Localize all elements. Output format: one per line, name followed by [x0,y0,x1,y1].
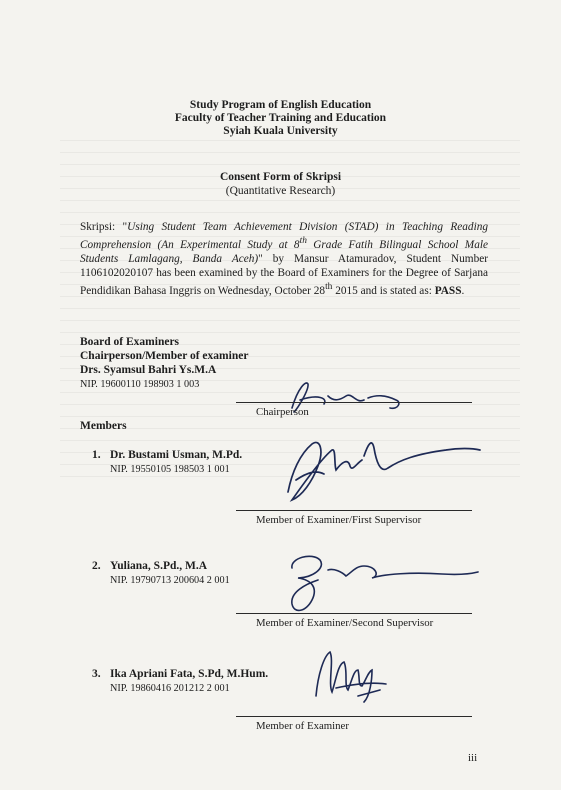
study-program-heading: Study Program of English Education [189,99,372,111]
member-1-nip: NIP. 19550105 198503 1 001 [110,464,230,475]
member-2-name: Yuliana, S.Pd., M.A [110,560,208,572]
chair-heading: Chairperson/Member of examiner [80,350,249,362]
member-1-signature-line [236,510,472,511]
member-2-role: Member of Examiner/Second Supervisor [256,617,434,629]
chair-name: Drs. Syamsul Bahri Ys.M.A [80,364,217,376]
board-heading: Board of Examiners [80,336,180,348]
university-heading: Syiah Kuala University [223,125,338,137]
member-3-number: 3. [92,668,101,680]
date-sup: th [325,281,333,292]
member-3-name: Ika Apriani Fata, S.Pd, M.Hum. [110,668,269,680]
statement-period: . [461,284,465,297]
statement-middle: " by Mansur Atamuradov, Student Number 1106102020107 has been examined by the Board of Examiners for the Degree of Sarjana Pendidikan Bahasa Inggris on Wednesday, October 28 [80,252,488,297]
member-1-number: 1. [92,449,101,461]
chair-signature-line [236,402,472,403]
thesis-title-part1: Using Student Team Achievement Division (STAD) in Teaching Reading Comprehension (An Experimental Study at 8 [80,221,489,251]
statement-end: 2015 and is stated as: [332,284,435,297]
result-pass: PASS [434,284,462,297]
member-3-signature-line [236,716,472,717]
statement-paragraph [80,220,488,298]
thesis-title-sup: th [299,236,307,246]
chair-role: Chairperson [256,406,309,418]
member-2-nip: NIP. 19790713 200604 2 001 [110,575,230,586]
member-3-nip: NIP. 19860416 201212 2 001 [110,683,230,694]
faculty-heading: Faculty of Teacher Training and Education [174,112,387,124]
form-title-main: Consent Form of Skripsi [219,171,342,183]
member-2-number: 2. [92,560,101,572]
form-title [0,170,561,198]
member-3-signature [306,640,396,710]
member-1-role: Member of Examiner/First Supervisor [256,514,422,526]
member-1-signature [276,420,486,510]
page-number: iii [468,752,478,764]
members-heading: Members [80,420,127,432]
member-2-signature-line [236,613,472,614]
thesis-title-part2: Grade Fatih Bilingual School Male Students Lamlagang, Banda Aceh) [80,238,488,265]
form-title-sub: (Quantitative Research) [225,185,336,197]
chair-nip: NIP. 19600110 198903 1 003 [80,379,200,390]
statement-prefix: Skripsi: " [80,221,128,233]
member-1-name: Dr. Bustami Usman, M.Pd. [110,449,243,461]
member-2-signature [272,548,482,618]
member-3-role: Member of Examiner [256,720,349,732]
